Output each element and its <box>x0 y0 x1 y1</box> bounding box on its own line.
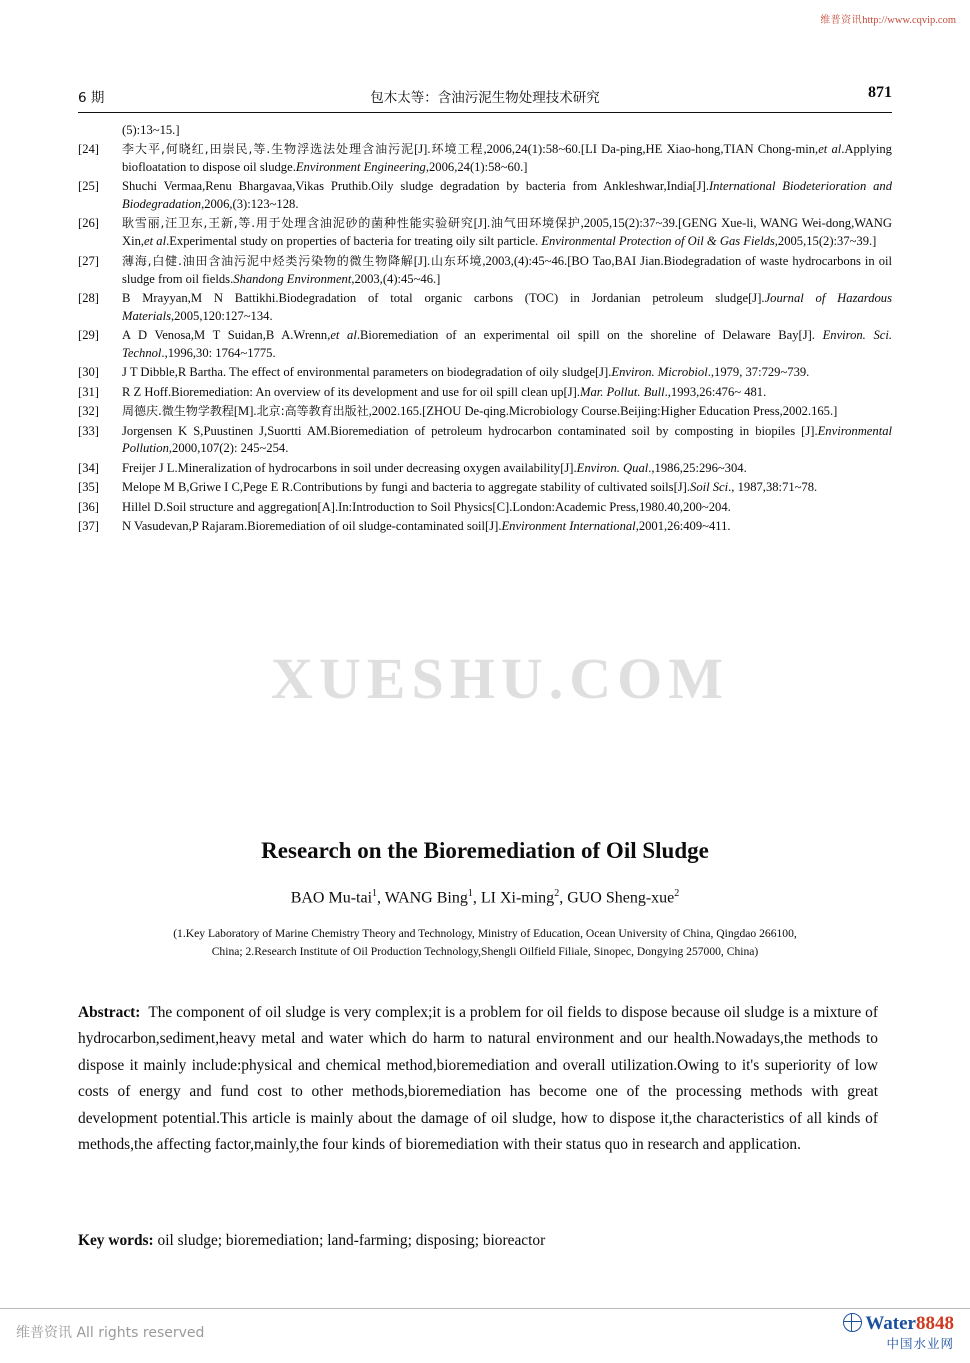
reference-number: [36] <box>78 499 99 514</box>
reference-number: [37] <box>78 518 99 533</box>
reference-text: N Vasudevan,P Rajaram.Bioremediation of oil sludge-contaminated soil[J].Environment International,2001,26:409~411. <box>122 518 731 533</box>
center-watermark: XUESHU.COM <box>271 646 729 711</box>
reference-text: Freijer J L.Mineralization of hydrocarbons in soil under decreasing oxygen availability[J].Environ. Qual.,1986,25:296~304. <box>122 460 747 475</box>
affiliation-line-1: (1.Key Laboratory of Marine Chemistry Theory and Technology, Ministry of Education, Ocean University of China, Qingdao 266100, <box>173 927 797 940</box>
reference-text: J T Dibble,R Bartha. The effect of environmental parameters on biodegradation of oily sludge[J].Environ. Microbiol.,1979, 37:729~739. <box>122 365 810 380</box>
reference-item <box>78 479 892 497</box>
reference-text: Shuchi Vermaa,Renu Bhargavaa,Vikas Pruthib.Oily sludge degradation by bacteria from Ankleshwar,India[J].International Biodeterioration and Biodegradation,2006,(3):123~128. <box>122 179 892 211</box>
reference-number: [34] <box>78 460 99 475</box>
reference-item <box>78 518 892 536</box>
reference-text: 薄海,白健.油田含油污泥中烃类污染物的微生物降解[J].山东环境,2003,(4):45~46.[BO Tao,BAI Jian.Biodegradation of waste hydrocarbons in oil sludge from oil fields.Shandong Environment,2003,(4):45~46.] <box>122 253 892 286</box>
reference-item <box>78 364 892 382</box>
reference-continuation: (5):13~15.] <box>122 123 180 137</box>
reference-item <box>78 499 892 517</box>
abstract-paragraph <box>78 1000 878 1159</box>
affiliation <box>100 925 870 961</box>
affiliation-line-2: China; 2.Research Institute of Oil Production Technology,Shengli Oilfield Filiale, Sinopec, Dongying 257000, China) <box>211 944 759 958</box>
reference-text: 周德庆.微生物学教程[M].北京:高等教育出版社,2002.165.[ZHOU De-qing.Microbiology Course.Beijing:Higher Education Press,2002.165.] <box>122 404 838 419</box>
reference-number: [33] <box>78 423 99 438</box>
author-list: BAO Mu-tai$^1$, WANG Bing$^1$, LI Xi-ming$^2$, GUO Sheng-xue$^2$ <box>290 888 680 907</box>
reference-number: [25] <box>78 179 99 194</box>
reference-number: [27] <box>78 253 99 268</box>
reference-item <box>78 460 892 478</box>
reference-text: B Mrayyan,M N Battikhi.Biodegradation of total organic carbons (TOC) in Jordanian petroleum sludge[J].Journal of Hazardous Materials,2005,120:127~134. <box>122 290 892 323</box>
footer-logo-word-2: 8848 <box>916 1313 954 1334</box>
publisher-watermark-url: http://www.cqvip.com <box>862 15 956 26</box>
reference-item <box>78 253 892 289</box>
reference-text: Jorgensen K S,Puustinen J,Suortti AM.Bioremediation of petroleum hydrocarbon contaminated soil by composting in biopiles [J].Environmental Pollution,2000,107(2): 245~254. <box>122 423 892 456</box>
reference-number: [30] <box>78 365 99 380</box>
reference-text: Hillel D.Soil structure and aggregation[A].In:Introduction to Soil Physics[C].London:Academic Press,1980.40,200~204. <box>122 499 731 514</box>
reference-number: [26] <box>78 216 99 231</box>
reference-number: [31] <box>78 384 99 399</box>
reference-item <box>78 215 892 251</box>
publisher-watermark-top <box>820 10 956 28</box>
reference-item <box>78 178 892 214</box>
publisher-watermark-cn: 维普资讯 <box>820 15 863 26</box>
header-divider <box>78 112 892 113</box>
reference-item <box>78 290 892 326</box>
reference-item <box>78 423 892 459</box>
reference-number: [28] <box>78 290 99 305</box>
footer-divider <box>0 1308 970 1309</box>
reference-text: 李大平,何晓红,田崇民,等.生物浮选法处理含油污泥[J].环境工程,2006,24(1):58~60.[LI Da-ping,HE Xiao-hong,TIAN Chong-min,et al.Applying biofloatation to dispose oil sludge.Environment Engineering,2006,24(1):58~60.] <box>122 141 892 174</box>
footer-logo <box>843 1310 954 1351</box>
keywords-text: oil sludge; bioremediation; land-farming; disposing; bioreactor <box>157 1232 546 1249</box>
reference-number: [29] <box>78 328 99 343</box>
reference-number: [35] <box>78 480 99 495</box>
running-head-title: 包木太等：含油污泥生物处理技术研究 <box>370 90 600 106</box>
footer-copyright: 维普资讯 All rights reserved <box>16 1325 205 1341</box>
reference-item <box>78 327 892 363</box>
reference-number: [32] <box>78 404 99 419</box>
page-number: 871 <box>868 84 892 101</box>
running-head-issue: 6 期 <box>78 90 105 106</box>
footer-logo-cn: 中国水业网 <box>886 1335 954 1351</box>
keywords-line <box>78 1232 878 1250</box>
english-title: Research on the Bioremediation of Oil Sludge <box>261 838 709 863</box>
reference-text: Melope M B,Griwe I C,Pege E R.Contributions by fungi and bacteria to aggregate stability of cultivated soils[J].Soil Sci., 1987,38:71~78. <box>122 480 818 495</box>
abstract-text: The component of oil sludge is very complex;it is a problem for oil fields to dispose because oil sludge is a mixture of hydrocarbon,sediment,heavy metal and water which do harm to natural environment and our health.Nowadays,the methods to dispose it mainly include:physical and chemical method,bioremediation and overall utilization.Owing to it's superiority of low costs of energy and fund cost to other methods,bioremediation has become one of the processing methods with great development potential.This article is mainly about the damage of oil sludge, how to dispose it,the characteristics of all kinds of methods,the affecting factor,mainly,the four kinds of bioremediation with their status quo in research and application. <box>78 1004 878 1154</box>
reference-number: [24] <box>78 141 99 156</box>
globe-icon <box>843 1313 862 1332</box>
running-head <box>78 86 892 112</box>
keywords-label: Key words: <box>78 1232 154 1249</box>
footer-logo-word-1: Water <box>865 1313 916 1334</box>
abstract-label: Abstract: <box>78 1004 141 1021</box>
reference-item <box>78 403 892 421</box>
reference-items <box>78 141 892 536</box>
reference-text: 耿雪丽,汪卫东,王新,等.用于处理含油泥砂的菌种性能实验研究[J].油气田环境保护,2005,15(2):37~39.[GENG Xue-li, WANG Wei-dong,WANG Xin,et al.Experimental study on properties of bacteria for treating oily silt particle. Environmental Protection of Oil & Gas Fields,2005,15(2):37~39.] <box>122 216 892 249</box>
reference-text: R Z Hoff.Bioremediation: An overview of its development and use for oil spill clean up[J].Mar. Pollut. Bull.,1993,26:476~ 481. <box>122 384 767 399</box>
reference-item <box>78 384 892 402</box>
reference-text: A D Venosa,M T Suidan,B A.Wrenn,et al.Bioremediation of an experimental oil spill on the shoreline of Delaware Bay[J]. Environ. Sci. Technol.,1996,30: 1764~1775. <box>122 328 892 360</box>
references-list <box>78 122 892 537</box>
reference-item <box>78 141 892 177</box>
